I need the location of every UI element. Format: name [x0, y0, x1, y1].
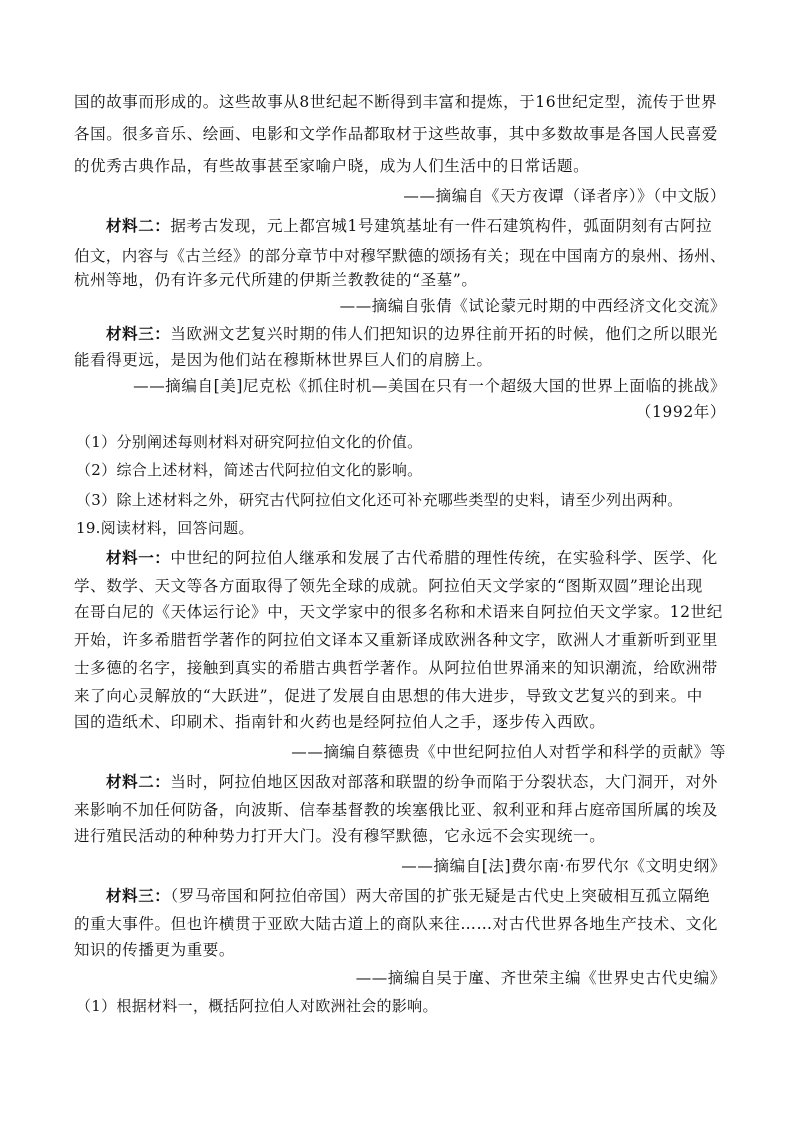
material-text: 据考古发现，元上都宫城1号建筑基址有一件石建筑构件，弧面阴刻有古阿拉 [170, 217, 713, 235]
q18-material3-source-year: （1992年） [635, 403, 726, 421]
q19-material3-line-1 [106, 886, 726, 906]
q19-material1-line-3: 在哥白尼的《天体运行论》中，天文学家中的很多名称和术语来自阿拉伯天文学家。12世纪 [74, 603, 723, 621]
material-label: 材料一： [106, 548, 171, 567]
material-label: 材料二： [106, 216, 171, 235]
q18-material2-line-1 [106, 216, 726, 236]
material-label: 材料三： [106, 886, 171, 905]
q19-material1-line-5: 士多德的名字，接触到真实的希腊古典哲学著作。从阿拉伯世界涌来的知识潮流，给欧洲带 [74, 659, 719, 677]
q18-material1-line-3: 的优秀古典作品，有些故事甚至家喻户晓，成为人们生活中的日常话题。 [74, 157, 590, 175]
material-text: 中世纪的阿拉伯人继承和发展了古代希腊的理性传统，在实验科学、医学、化 [170, 549, 718, 567]
q19-material1-line-4: 开始，许多希腊哲学著作的阿拉伯文译本又重新译成欧洲各种文字，欧洲人才重新听到亚里 [74, 631, 719, 649]
material-label: 材料二： [106, 772, 171, 791]
q19-material1-line-6: 来了向心灵解放的“大跃进”，促进了发展自由思想的伟大进步，导致文艺复兴的到来。中 [74, 687, 703, 705]
material-label: 材料三： [106, 324, 171, 343]
q19-material1-line-2: 学、数学、天文等各方面取得了领先全球的成就。阿拉伯天文学家的“图斯双圆”理论出现 [74, 577, 703, 595]
material-text: 当欧洲文艺复兴时期的伟人们把知识的边界往前开拓的时候，他们之所以眼光 [170, 325, 718, 343]
q18-material1-line-1: 国的故事而形成的。这些故事从8世纪起不断得到丰富和提炼，于16世纪定型，流传于世界 [74, 93, 718, 111]
material-text: 当时，阿拉伯地区因敌对部落和联盟的纷争而陷于分裂状态，大门洞开，对外 [170, 773, 718, 791]
q19-material2-line-3: 进行殖民活动的种种势力打开大门。没有穆罕默德，它永远不会实现统一。 [74, 827, 606, 845]
q19-material2-source: ——摘编自[法]费尔南·布罗代尔《文明史纲》 [401, 857, 726, 875]
q19-material3-line-2: 的重大事件。但也许横贯于亚欧大陆古道上的商队来往……对古代世界各地生产技术、文化 [74, 915, 719, 933]
q18-material3-line-1 [106, 324, 726, 344]
q18-question-1: （1）分别阐述每则材料对研究阿拉伯文化的价值。 [76, 433, 423, 451]
q19-question-1: （1）根据材料一，概括阿拉伯人对欧洲社会的影响。 [76, 997, 438, 1015]
q18-material2-line-2: 伯文，内容与《古兰经》的部分章节中对穆罕默德的颂扬有关；现在中国南方的泉州、扬州、 [74, 247, 726, 265]
q18-material2-line-3: 杭州等地，仍有许多元代所建的伊斯兰教教徒的“圣墓”。 [74, 271, 478, 289]
q18-material3-line-2: 能看得更远，是因为他们站在穆斯林世界巨人们的肩膀上。 [74, 351, 493, 369]
q18-question-2: （2）综合上述材料，简述古代阿拉伯文化的影响。 [76, 461, 423, 479]
q19-material2-line-1 [106, 772, 726, 792]
q19-material1-line-7: 国的造纸术、印刷术、指南针和火药也是经阿拉伯人之手，逐步传入西欧。 [74, 713, 606, 731]
q19-title: 19.阅读材料，回答问题。 [76, 519, 254, 537]
q18-question-3: （3）除上述材料之外，研究古代阿拉伯文化还可补充哪些类型的史料，请至少列出两种。 [76, 491, 683, 509]
q19-material1-line-1 [106, 548, 726, 568]
q18-material3-source: ——摘编自[美]尼克松《抓住时机—美国在只有一个超级大国的世界上面临的挑战》 [133, 377, 726, 395]
material-text: （罗马帝国和阿拉伯帝国）两大帝国的扩张无疑是古代史上突破相互孤立隔绝 [170, 887, 711, 905]
q18-material1-source: ——摘编自《天方夜谭（译者序）》（中文版） [403, 187, 726, 205]
q19-material1-source: ——摘编自蔡德贵《中世纪阿拉伯人对哲学和科学的贡献》等 [291, 743, 726, 761]
q19-material3-source: ——摘编自吴于廑、齐世荣主编《世界史古代史编》 [355, 969, 726, 987]
q19-material2-line-2: 来影响不加任何防备，向波斯、信奉基督教的埃塞俄比亚、叙利亚和拜占庭帝国所属的埃及 [74, 801, 719, 819]
q19-material3-line-3: 知识的传播更为重要。 [74, 941, 236, 959]
q18-material1-line-2: 各国。很多音乐、绘画、电影和文学作品都取材于这些故事，其中多数故事是各国人民喜爱 [74, 125, 719, 143]
q18-material2-source: ——摘编自张倩《试论蒙元时期的中西经济文化交流》 [339, 297, 726, 315]
